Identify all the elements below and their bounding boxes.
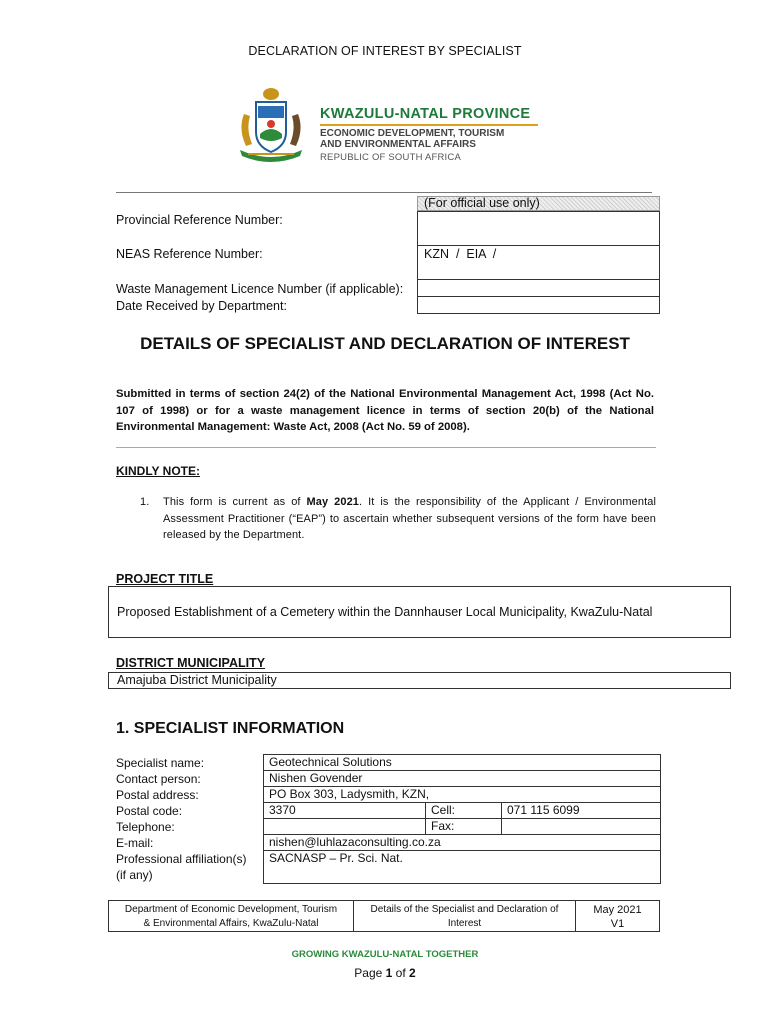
footer-dept-line-1: Department of Economic Development, Tourism xyxy=(124,904,338,915)
specialist-labels xyxy=(116,755,247,883)
footer-date: May 2021 xyxy=(593,904,642,916)
label-specialist-name: Specialist name: xyxy=(116,756,205,770)
specialist-name-field[interactable]: Geotechnical Solutions xyxy=(264,755,660,771)
neas-ref-label: NEAS Reference Number: xyxy=(116,247,263,261)
footer-doc-line-2: Interest xyxy=(447,918,482,929)
project-title-value: Proposed Establishment of a Cemetery within the Dannhauser Local Municipality, KwaZulu-Natal xyxy=(117,605,653,619)
project-title-field[interactable] xyxy=(108,586,731,638)
note-date: May 2021 xyxy=(306,496,360,508)
note-text-end: . It is the responsibility of the Applicant / Environmental Assessment Practitioner (“EAP”) to ascertain whether subsequent versions of the form have been released by the Department. xyxy=(163,496,656,541)
waste-licence-field[interactable] xyxy=(417,279,660,297)
department-line-2: AND ENVIRONMENTAL AFFAIRS xyxy=(320,139,476,150)
page-total: 2 xyxy=(409,966,416,980)
provincial-ref-field[interactable] xyxy=(417,211,660,246)
footer-version-number: V1 xyxy=(610,918,625,930)
label-email: E-mail: xyxy=(116,836,154,850)
postal-address-field[interactable]: PO Box 303, Ladysmith, KZN, xyxy=(264,787,660,803)
coat-of-arms-logo xyxy=(228,84,314,164)
specialist-table xyxy=(263,754,661,884)
label-telephone: Telephone: xyxy=(116,820,175,834)
department-name xyxy=(320,128,504,150)
note-text-start: This form is current as of xyxy=(163,496,307,508)
footer-document xyxy=(354,901,576,931)
cell-label: Cell: xyxy=(426,803,502,819)
fax-field[interactable] xyxy=(502,819,660,835)
label-contact-person: Contact person: xyxy=(116,772,201,786)
official-use-label: (For official use only) xyxy=(424,196,540,210)
header-divider xyxy=(116,192,652,193)
label-affiliation: Professional affiliation(s) xyxy=(116,852,247,866)
legal-basis-paragraph: Submitted in terms of section 24(2) of the National Environmental Management Act, 1998 (Act No. 107 of 1998) or for a waste management licence in terms of section 20(b) of the National Environmental Management: Waste Act, 2008 (Act No. 59 of 2008). xyxy=(116,388,654,433)
project-title-heading: PROJECT TITLE xyxy=(116,572,214,586)
date-received-label: Date Received by Department: xyxy=(116,299,287,313)
postal-code-field[interactable]: 3370 xyxy=(264,803,426,819)
label-if-any: (if any) xyxy=(116,868,153,882)
provincial-ref-label: Provincial Reference Number: xyxy=(116,213,283,227)
specialist-section-title: 1. SPECIALIST INFORMATION xyxy=(116,720,345,737)
email-field[interactable]: nishen@luhlazaconsulting.co.za xyxy=(264,835,660,851)
affiliation-field[interactable]: SACNASP – Pr. Sci. Nat. xyxy=(269,851,403,865)
page-number xyxy=(0,966,770,980)
district-value: Amajuba District Municipality xyxy=(117,673,277,687)
note-number: 1. xyxy=(140,496,150,508)
page-current: 1 xyxy=(385,966,393,980)
neas-ref-value: KZN / EIA / xyxy=(424,247,497,261)
official-use-header xyxy=(417,196,660,211)
label-postal-code: Postal code: xyxy=(116,804,183,818)
neas-ref-field[interactable] xyxy=(417,245,660,280)
district-heading: DISTRICT MUNICIPALITY xyxy=(116,656,266,670)
contact-person-field[interactable]: Nishen Govender xyxy=(264,771,660,787)
footer-dept-line-2: & Environmental Affairs, KwaZulu-Natal xyxy=(143,918,319,929)
page-of: of xyxy=(392,966,410,980)
page-header: DECLARATION OF INTEREST BY SPECIALIST xyxy=(248,44,522,58)
republic-label: REPUBLIC OF SOUTH AFRICA xyxy=(320,152,461,163)
district-field[interactable] xyxy=(108,672,731,689)
page-prefix: Page xyxy=(354,966,386,980)
main-title: DETAILS OF SPECIALIST AND DECLARATION OF INTEREST xyxy=(140,334,630,353)
footer-department xyxy=(109,901,354,931)
kindly-note-item xyxy=(140,494,656,544)
label-postal-address: Postal address: xyxy=(116,788,199,802)
province-underline xyxy=(320,124,538,126)
kindly-note-heading: KINDLY NOTE: xyxy=(116,464,201,478)
province-name: KWAZULU-NATAL PROVINCE xyxy=(320,106,531,122)
footer-table xyxy=(108,900,660,932)
section-divider xyxy=(116,447,656,448)
slogan: GROWING KWAZULU-NATAL TOGETHER xyxy=(291,949,479,960)
footer-doc-line-1: Details of the Specialist and Declaration of xyxy=(370,904,559,915)
department-line-1: ECONOMIC DEVELOPMENT, TOURISM xyxy=(320,128,505,139)
footer-version xyxy=(576,901,659,931)
fax-label: Fax: xyxy=(426,819,502,835)
telephone-field[interactable] xyxy=(264,819,426,835)
date-received-field[interactable] xyxy=(417,296,660,314)
cell-number-field[interactable]: 071 115 6099 xyxy=(502,803,660,819)
waste-licence-label: Waste Management Licence Number (if applicable): xyxy=(116,282,404,296)
